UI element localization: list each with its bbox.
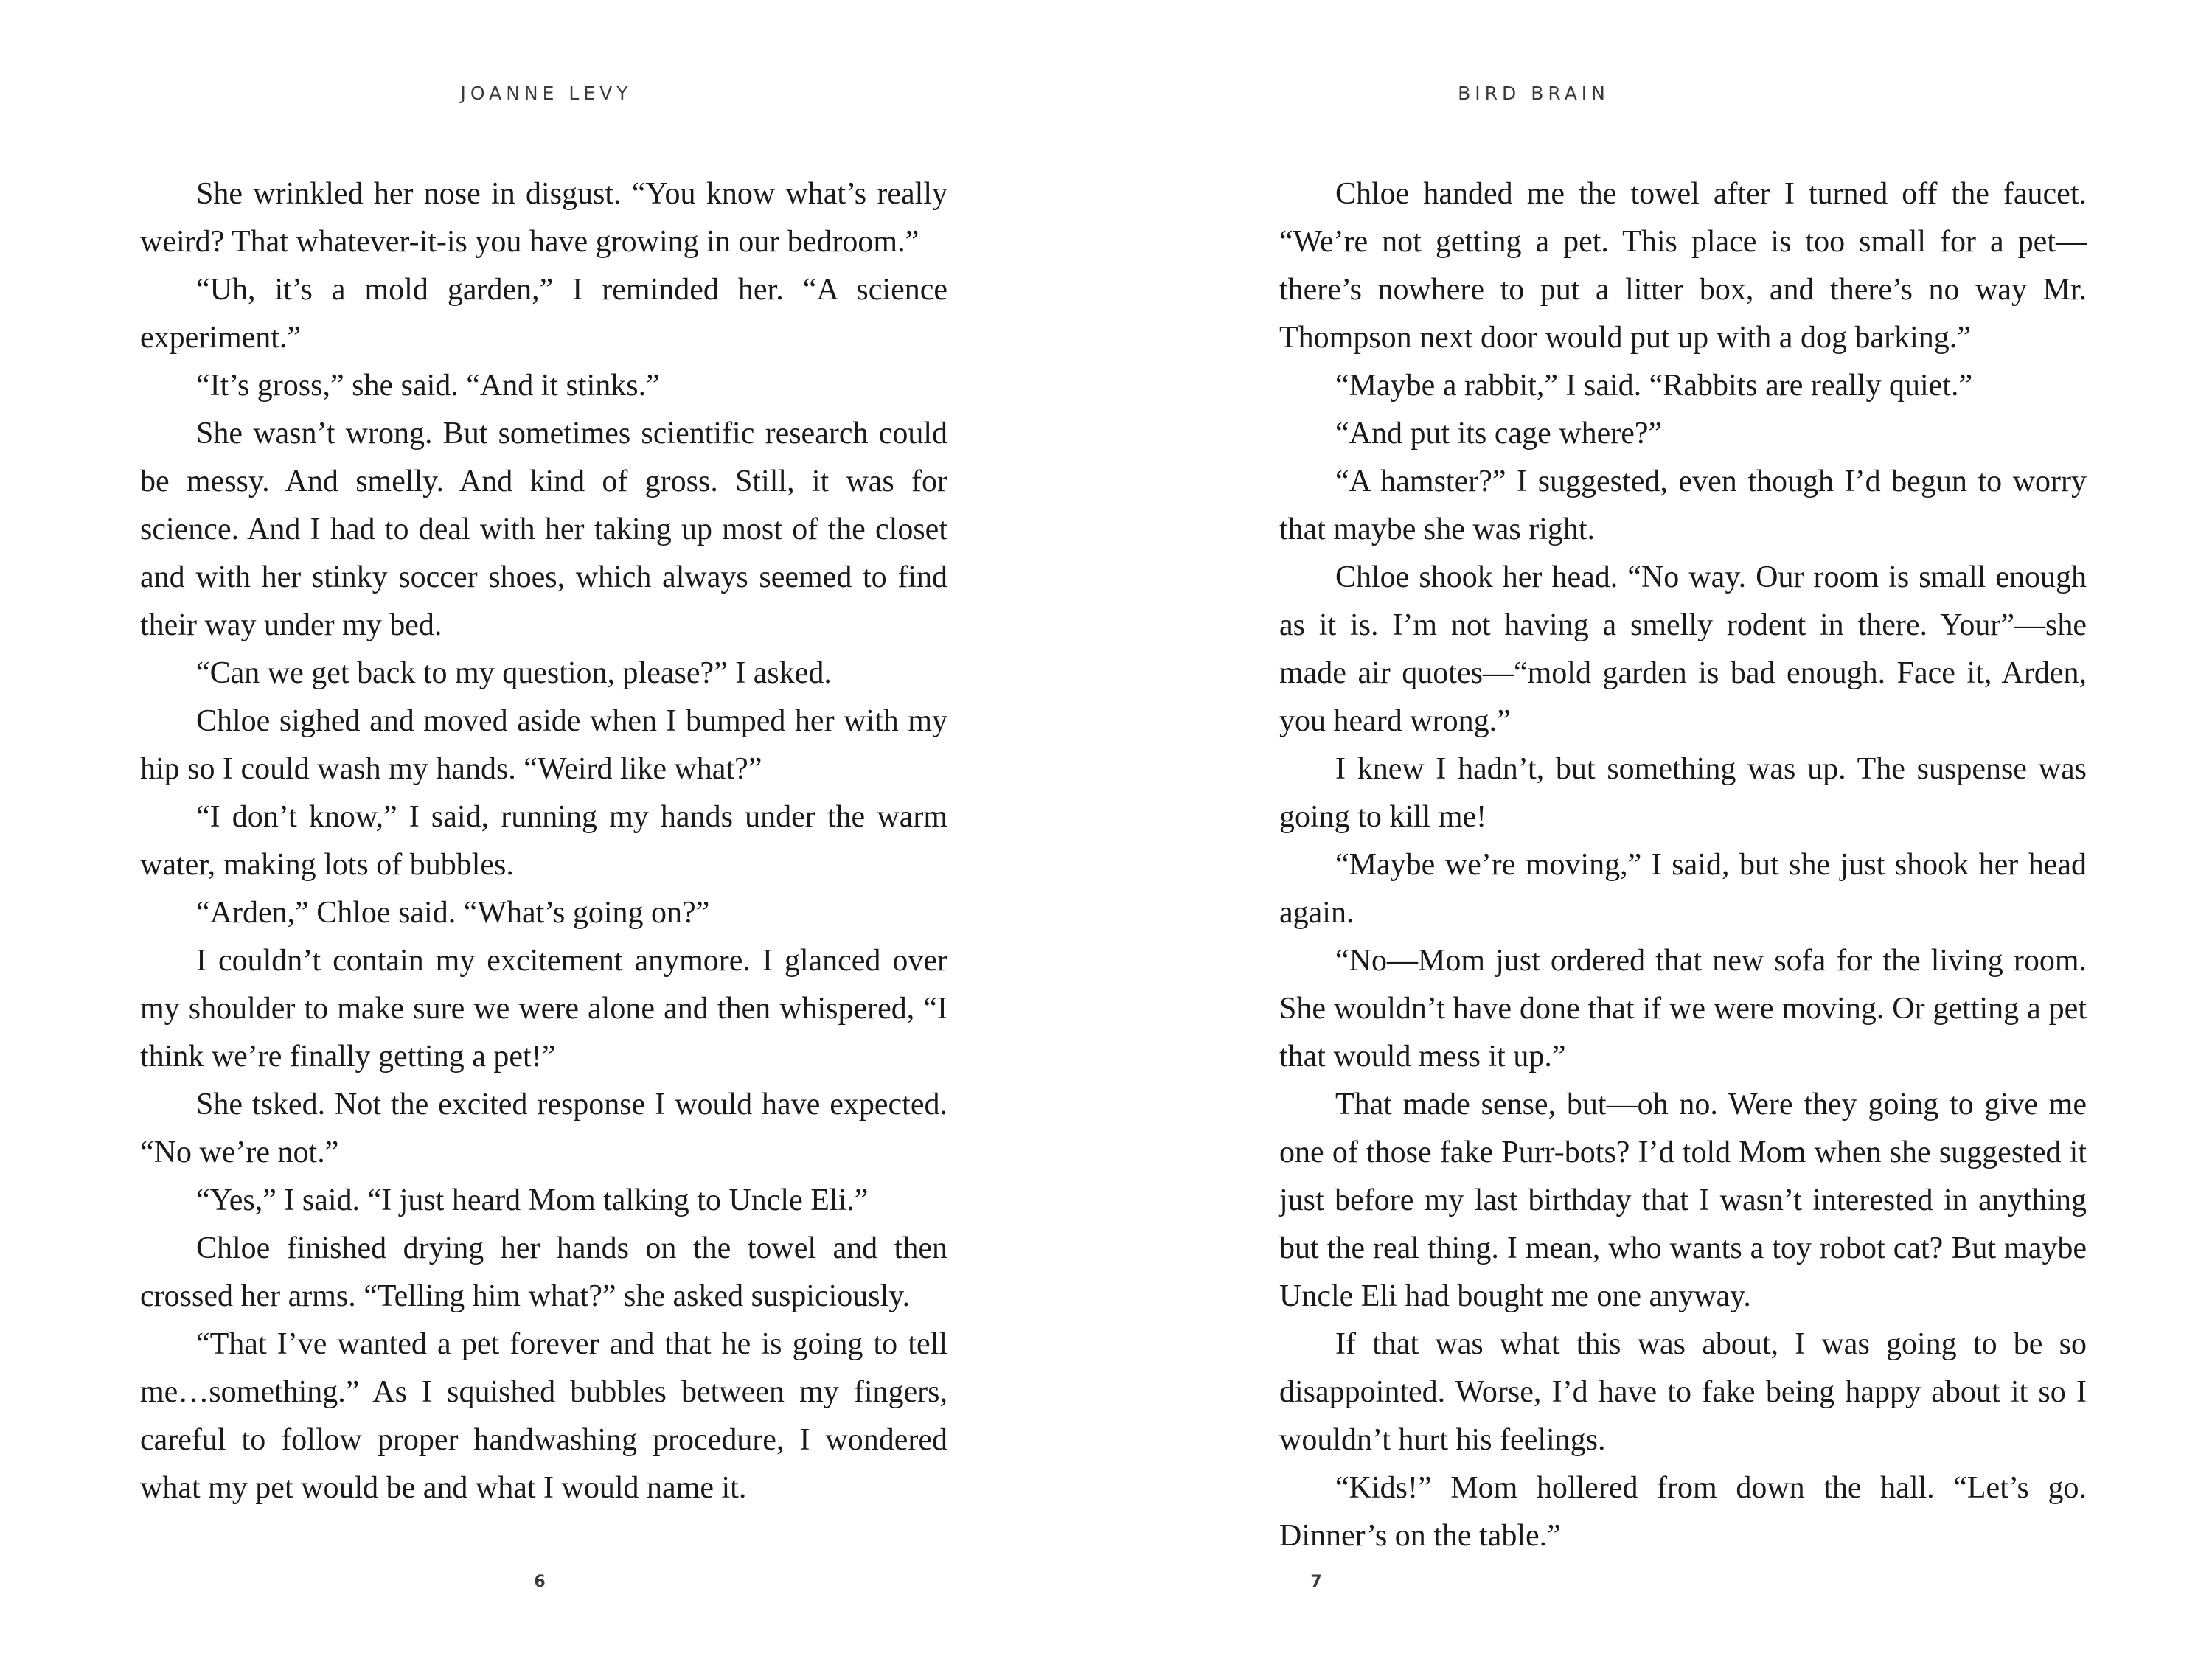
paragraph: “Can we get back to my question, please?” I asked.: [196, 656, 832, 690]
page-number: 6: [534, 1573, 546, 1591]
paragraph: “Maybe we’re moving,” I said, but she just shook her head again.: [1279, 848, 2087, 930]
paragraph: “It’s gross,” she said. “And it stinks.”: [196, 369, 660, 403]
paragraph: “Maybe a rabbit,” I said. “Rabbits are really quiet.”: [1335, 369, 1973, 403]
paragraph: She tsked. Not the excited response I would have expected. “No we’re not.”: [140, 1088, 947, 1169]
paragraph: That made sense, but—oh no. Were they going to give me one of those fake Purr-bots? I’d told Mom when she suggested it just before my last birthday that I wasn’t interested in anything but the real thing. I mean, who wants a toy robot cat? But maybe Uncle Eli had bought me one anyway.: [1279, 1088, 2087, 1313]
paragraph: “Yes,” I said. “I just heard Mom talking to Uncle Eli.”: [196, 1183, 869, 1217]
paragraph: I couldn’t contain my excitement anymore. I glanced over my shoulder to make sure we were alone and then whispered, “I think we’re finally getting a pet!”: [140, 944, 947, 1074]
running-head-author: JOANNE LEVY: [460, 83, 633, 104]
paragraph: Chloe sighed and moved aside when I bumped her with my hip so I could wash my hands. “Weird like what?”: [140, 704, 947, 786]
paragraph: “A hamster?” I suggested, even though I’d begun to worry that maybe she was right.: [1279, 465, 2087, 546]
paragraph: She wasn’t wrong. But sometimes scientific research could be messy. And smelly. And kind of gross. Still, it was for science. And I had to deal with her taking up most of the closet and with her stinky soccer shoes, which always seemed to find their way under my bed.: [140, 417, 947, 642]
paragraph: “And put its cage where?”: [1335, 417, 1663, 451]
paragraph: Chloe handed me the towel after I turned off the faucet. “We’re not getting a pet. This place is too small for a pet—there’s nowhere to put a litter box, and there’s no way Mr. Thompson next door would put up with a dog barking.”: [1279, 177, 2087, 355]
page-number: 7: [1310, 1573, 1322, 1591]
paragraph: “No—Mom just ordered that new sofa for the living room. She wouldn’t have done that if we were moving. Or getting a pet that would mess it up.”: [1279, 944, 2087, 1074]
paragraph: “Kids!” Mom hollered from down the hall. “Let’s go. Dinner’s on the table.”: [1279, 1471, 2087, 1553]
paragraph: “That I’ve wanted a pet forever and that he is going to tell me…something.” As I squished bubbles between my fingers, careful to follow proper handwashing procedure, I wondered what my pet would be and what I would name it.: [140, 1327, 947, 1505]
right-page: [1106, 0, 2212, 1659]
paragraph: If that was what this was about, I was going to be so disappointed. Worse, I’d have to fake being happy about it so I wouldn’t hurt his feelings.: [1279, 1327, 2087, 1457]
paragraph: Chloe finished drying her hands on the towel and then crossed her arms. “Telling him what?” she asked suspiciously.: [140, 1231, 947, 1313]
paragraph: “Uh, it’s a mold garden,” I reminded her. “A science experiment.”: [140, 273, 947, 355]
paragraph: I knew I hadn’t, but something was up. The suspense was going to kill me!: [1279, 752, 2087, 834]
paragraph: “Arden,” Chloe said. “What’s going on?”: [196, 896, 710, 930]
running-head-title: BIRD BRAIN: [1458, 83, 1610, 104]
paragraph: Chloe shook her head. “No way. Our room is small enough as it is. I’m not having a smelly rodent in there. Your”—she made air quotes—“mold garden is bad enough. Face it, Arden, you heard wrong.”: [1279, 560, 2087, 738]
paragraph: She wrinkled her nose in disgust. “You know what’s really weird? That whatever-it-is you have growing in our bedroom.”: [140, 177, 947, 259]
right-page-body: [1279, 170, 2087, 1560]
paragraph: “I don’t know,” I said, running my hands under the warm water, making lots of bubbles.: [140, 800, 947, 882]
left-page-body: [140, 170, 947, 1512]
